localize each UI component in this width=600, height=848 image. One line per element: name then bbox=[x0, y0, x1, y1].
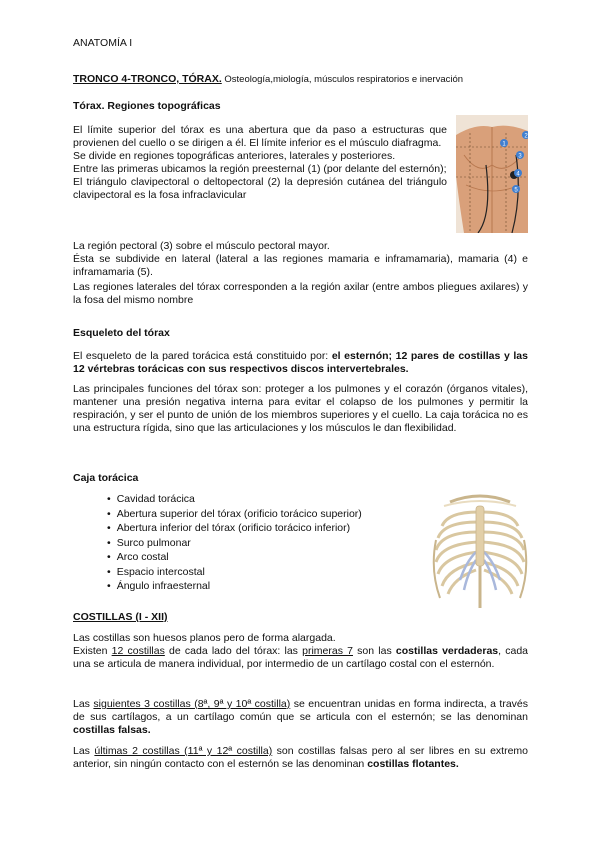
paragraph: Las regiones laterales del tórax corresponden a la región axilar (entre ambos pliegues axilares) y la fosa del mismo nombre bbox=[73, 281, 528, 306]
list-item: • Abertura superior del tórax (orificio torácico superior) bbox=[107, 508, 362, 523]
caja-toracica-list bbox=[107, 493, 362, 595]
list-item: • Abertura inferior del tórax (orificio torácico inferior) bbox=[107, 522, 362, 537]
section-heading-caja: Caja torácica bbox=[73, 472, 139, 484]
costillas-intro bbox=[73, 632, 528, 671]
costillas-falsas bbox=[73, 698, 528, 737]
section-heading-regiones: Tórax. Regiones topográficas bbox=[73, 100, 221, 112]
svg-text:2: 2 bbox=[524, 133, 528, 140]
figure-rib-cage bbox=[430, 490, 530, 610]
paragraph: El triángulo clavipectoral o deltopectoral (2) la depresión cutánea del triángulo clavipectoral es la fosa infraclavicular bbox=[73, 176, 447, 201]
document-title bbox=[73, 73, 463, 86]
text-plain: El esqueleto de la pared torácica está constituido por: bbox=[73, 350, 332, 362]
paragraph-flotantes: Las últimas 2 costillas (11ª y 12ª costilla) son costillas falsas pero al ser libres en su extremo anterior, sin ningún contacto con el esternón se las denominan costillas flotantes. bbox=[73, 745, 528, 770]
paragraph-verdaderas: Existen 12 costillas de cada lado del tórax: las primeras 7 son las costillas verdaderas, cada una se articula de manera individual, por intermedio de un cartílago costal con el esternón. bbox=[73, 645, 529, 670]
list-item: • Surco pulmonar bbox=[107, 537, 362, 552]
paragraph: Entre las primeras ubicamos la región preesternal (1) (por delante del esternón); bbox=[73, 163, 447, 175]
paragraph: El límite superior del tórax es una abertura que da paso a estructuras que provienen del cuello o se dirigen a él. El límite inferior es el músculo diafragma. bbox=[73, 124, 447, 149]
section-heading-costillas: COSTILLAS (I - XII) bbox=[73, 611, 168, 623]
section-regiones-text-cont bbox=[73, 240, 528, 307]
section-regiones-text bbox=[73, 124, 447, 202]
paragraph-falsas: Las siguientes 3 costillas (8ª, 9ª y 10ª costilla) se encuentran unidas en forma indirecta, a través de sus cartílagos, a un cartílago común que se articula con el esternón; se las denominan costillas falsas. bbox=[73, 698, 528, 736]
paragraph: Las costillas son huesos planos pero de forma alargada. bbox=[73, 632, 336, 644]
list-item: • Espacio intercostal bbox=[107, 566, 362, 581]
paragraph: Las principales funciones del tórax son: proteger a los pulmones y el corazón (órganos vitales), mantener una presión negativa interna para evitar el colapso de los pulmones y permitir la respiración, y ser el punto de unión de los miembros superiores y el cuello. La caja torácica no es una estructura rígida, sino que las articulaciones y los músculos le dan flexibilidad. bbox=[73, 383, 528, 434]
paragraph: Se divide en regiones topográficas anteriores, laterales y posteriores. bbox=[73, 150, 396, 162]
page-header: ANATOMÍA I bbox=[73, 37, 133, 49]
title-subtitle: Osteología,miología, músculos respiratorios e inervación bbox=[221, 74, 464, 85]
list-item: • Cavidad torácica bbox=[107, 493, 362, 508]
svg-text:4: 4 bbox=[516, 171, 520, 178]
section-esqueleto-p1 bbox=[73, 350, 528, 376]
text-bold: el esternón; 12 pares de costillas y las 12 vértebras torácicas con sus respectivos discos intervertebrales. bbox=[73, 350, 528, 375]
title-main: TRONCO 4-TRONCO, TÓRAX. bbox=[73, 73, 222, 85]
svg-text:3: 3 bbox=[518, 153, 522, 160]
costillas-flotantes bbox=[73, 745, 528, 771]
rib-cage-image bbox=[430, 490, 530, 610]
paragraph: Ésta se subdivide en lateral (lateral a las regiones mamaria e inframamaria), mamaria (4) e inframamaria (5). bbox=[73, 253, 528, 278]
paragraph: La región pectoral (3) sobre el músculo pectoral mayor. bbox=[73, 240, 330, 252]
list-item: • Ángulo infraesternal bbox=[107, 580, 362, 595]
figure-thorax-regions bbox=[456, 115, 528, 233]
thorax-regions-image bbox=[456, 115, 528, 233]
svg-text:5: 5 bbox=[514, 187, 518, 194]
list-item: • Arco costal bbox=[107, 551, 362, 566]
svg-text:1: 1 bbox=[502, 141, 506, 148]
section-esqueleto-p2 bbox=[73, 383, 528, 435]
section-heading-esqueleto: Esqueleto del tórax bbox=[73, 327, 170, 339]
